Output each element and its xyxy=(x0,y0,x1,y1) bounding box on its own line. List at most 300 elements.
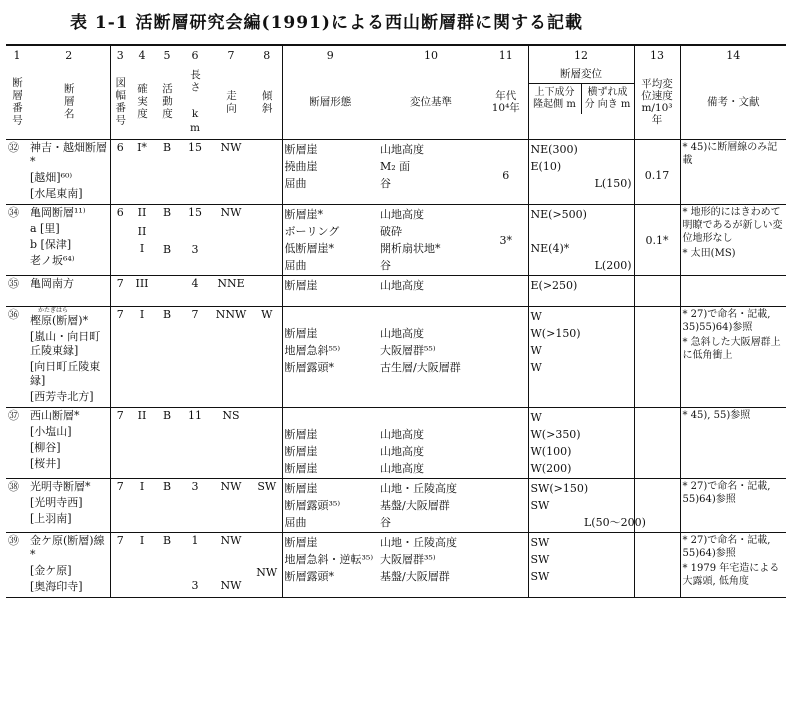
fault-sub-b-certainty: I xyxy=(139,242,145,255)
cell-line: L(50〜200) xyxy=(584,516,646,529)
fault-activity xyxy=(154,533,180,598)
fault-activity-value: B xyxy=(162,141,172,154)
fault-remark: * 27)で命名・記載, 55)64)参照 xyxy=(682,481,771,505)
fault-strike xyxy=(210,408,252,479)
fault-certainty-value: I* xyxy=(137,141,147,154)
fault-vertical xyxy=(528,408,582,479)
fault-row3-strike: NW xyxy=(220,579,242,592)
fault-remarks xyxy=(680,479,786,533)
cell-line xyxy=(584,443,632,460)
fault-sheet-value: 6 xyxy=(116,141,124,154)
fault-strike xyxy=(210,205,252,276)
column-number: 5 xyxy=(154,45,180,65)
fault-dip xyxy=(252,479,282,533)
fault-activity-value: B xyxy=(162,409,172,422)
cell-line xyxy=(285,308,377,325)
cell-line: 山地高度 xyxy=(380,327,424,340)
cell-line xyxy=(380,409,482,426)
cell-line xyxy=(584,141,632,158)
fault-bases xyxy=(378,205,484,276)
fault-row3-dip: NW xyxy=(256,566,278,579)
cell-line: 低断層崖* xyxy=(284,242,334,255)
cell-line xyxy=(584,277,632,294)
fault-remark: * 1979 年宅造による大露頭, 低角度 xyxy=(682,563,780,587)
header-c1: 断層番号 xyxy=(6,65,28,140)
fault-forms xyxy=(282,479,378,533)
column-number: 3 xyxy=(110,45,130,65)
cell-line: E(10) xyxy=(530,160,562,173)
fault-number: ㊲ xyxy=(6,408,28,479)
fault-length-value: 4 xyxy=(191,277,199,290)
cell-line: 山地高度 xyxy=(380,445,424,458)
fault-lateral xyxy=(582,408,634,479)
cell-line: 断層崖 xyxy=(284,428,318,441)
fault-sheet-value: 7 xyxy=(116,308,124,321)
fault-table xyxy=(6,44,786,598)
fault-sheet xyxy=(110,408,130,479)
fault-length-value: 3 xyxy=(191,480,199,493)
fault-length-value: 7 xyxy=(191,308,199,321)
cell-lines xyxy=(380,277,482,294)
cell-line: W(200) xyxy=(530,462,572,475)
fault-forms xyxy=(282,533,378,598)
fault-row3-length: 3 xyxy=(191,579,199,592)
fault-name-line: b [保津] xyxy=(30,238,72,251)
fault-forms xyxy=(282,140,378,205)
fault-vertical xyxy=(528,479,589,533)
cell-line xyxy=(584,342,632,359)
cell-line: 断層崖 xyxy=(284,536,318,549)
column-number-row xyxy=(6,45,786,65)
header-c2: 断層名 xyxy=(28,65,110,140)
cell-line: 谷 xyxy=(380,516,391,529)
fault-name-line: 光明寺断層* xyxy=(30,480,91,493)
fault-length-value: 15 xyxy=(188,206,202,219)
fault-certainty xyxy=(130,140,154,205)
fault-sheet xyxy=(110,533,130,598)
fault-sub-a-certainty: II xyxy=(137,225,147,238)
fault-dip xyxy=(252,205,282,276)
fault-number: ㊳ xyxy=(6,479,28,533)
fault-vertical xyxy=(528,307,582,408)
fault-age xyxy=(484,479,528,533)
fault-row xyxy=(6,533,786,598)
fault-remarks xyxy=(680,205,786,276)
cell-lines xyxy=(531,409,581,477)
fault-sheet-value: 7 xyxy=(116,409,124,422)
header-c8: 傾斜 xyxy=(252,65,282,140)
fault-remark: * 太田(MS) xyxy=(682,248,736,259)
fault-length xyxy=(180,533,210,598)
fault-remarks xyxy=(680,276,786,307)
cell-lines xyxy=(530,480,589,531)
column-number: 7 xyxy=(210,45,252,65)
fault-certainty-value: III xyxy=(135,277,149,290)
fault-name-line: 西山断層* xyxy=(30,409,80,422)
fault-activity-value: B xyxy=(162,308,172,321)
fault-rate xyxy=(634,307,680,408)
cell-line: ボーリング xyxy=(284,225,340,238)
fault-bases xyxy=(378,408,484,479)
fault-name-ruby: かたぎはら xyxy=(38,307,69,314)
fault-name-line: [越畑]⁶⁰⁾ xyxy=(30,171,73,184)
fault-name-line: [柳谷] xyxy=(30,441,61,454)
fault-strike xyxy=(210,140,252,205)
fault-dip xyxy=(252,533,282,598)
header-c3: 図幅番号 xyxy=(110,65,130,140)
fault-sheet xyxy=(110,307,130,408)
fault-rate xyxy=(634,205,680,276)
fault-certainty xyxy=(130,533,154,598)
fault-lateral xyxy=(582,276,634,307)
cell-lines xyxy=(584,480,646,531)
fault-certainty-value: II xyxy=(137,206,147,219)
fault-name-line: 金ケ原(断層)線* xyxy=(30,534,105,561)
fault-name-line: 亀岡南方 xyxy=(30,277,74,290)
fault-length xyxy=(180,140,210,205)
fault-certainty-value: II xyxy=(137,409,147,422)
cell-line: W(100) xyxy=(530,445,572,458)
cell-line xyxy=(584,534,632,551)
fault-rate xyxy=(634,140,680,205)
fault-name xyxy=(28,205,110,276)
cell-line: 山地高度 xyxy=(380,143,424,156)
cell-line: 大阪層群⁵⁵⁾ xyxy=(380,344,436,357)
fault-strike xyxy=(210,533,252,598)
cell-lines xyxy=(380,480,482,531)
header-c11: 年代 10⁴年 xyxy=(484,65,528,140)
fault-remarks xyxy=(680,533,786,598)
cell-lines xyxy=(380,308,482,376)
fault-remarks xyxy=(680,140,786,205)
fault-strike xyxy=(210,307,252,408)
cell-line: 山地高度 xyxy=(380,279,424,292)
cell-line: 山地・丘陵高度 xyxy=(380,536,457,549)
cell-lines xyxy=(380,206,482,274)
fault-name xyxy=(28,408,110,479)
fault-bases xyxy=(378,276,484,307)
fault-name-line: a [里] xyxy=(30,222,60,235)
fault-strike-value: NW xyxy=(220,206,242,219)
fault-length xyxy=(180,479,210,533)
fault-name-line: [向日町丘陵東縁] xyxy=(30,360,101,387)
fault-sheet xyxy=(110,276,130,307)
fault-strike-value: NNE xyxy=(217,277,245,290)
fault-name-line: [奥海印寺] xyxy=(30,580,83,593)
fault-certainty-value: I xyxy=(139,534,145,547)
fault-name-line: [上羽南] xyxy=(30,512,72,525)
cell-line xyxy=(584,240,632,257)
fault-lateral xyxy=(582,533,634,598)
cell-line xyxy=(584,568,632,585)
cell-line: 屈曲 xyxy=(284,177,307,190)
fault-dip xyxy=(252,408,282,479)
cell-line: 断層露頭³⁵⁾ xyxy=(284,499,341,512)
cell-lines xyxy=(584,308,632,376)
cell-line: 開析扇状地* xyxy=(380,242,441,255)
fault-row xyxy=(6,205,786,276)
cell-line: W xyxy=(530,310,542,323)
fault-sheet xyxy=(110,479,130,533)
fault-number: ㊱ xyxy=(6,307,28,408)
fault-lateral xyxy=(582,307,634,408)
cell-lines xyxy=(285,141,377,192)
cell-line: 断層崖 xyxy=(284,462,318,475)
fault-name xyxy=(28,140,110,205)
cell-line: 地層急斜⁵⁵⁾ xyxy=(284,344,341,357)
cell-lines xyxy=(584,206,632,274)
column-number: 4 xyxy=(130,45,154,65)
cell-lines xyxy=(380,534,482,585)
cell-line xyxy=(584,480,632,497)
cell-line: 山地高度 xyxy=(380,208,424,221)
fault-lateral xyxy=(582,140,634,205)
cell-line xyxy=(285,409,377,426)
cell-line xyxy=(584,359,632,376)
fault-sub-b-activity: B xyxy=(162,243,172,256)
cell-lines xyxy=(584,141,632,192)
cell-line: 基盤/大阪層群 xyxy=(380,570,450,583)
cell-lines xyxy=(530,206,587,274)
header-c12a: 上下成分 隆起側 m xyxy=(529,84,582,114)
fault-row xyxy=(6,276,786,307)
column-number: 11 xyxy=(484,45,528,65)
cell-line xyxy=(531,223,581,240)
cell-lines xyxy=(285,480,377,531)
fault-length-value: 15 xyxy=(188,141,202,154)
fault-rate-value: 0.1* xyxy=(645,234,669,247)
fault-dip-value: SW xyxy=(257,480,277,493)
cell-line: 断層崖 xyxy=(284,143,318,156)
header-c12-group xyxy=(528,65,634,140)
column-number: 13 xyxy=(634,45,680,65)
cell-line: W(>150) xyxy=(530,327,581,340)
cell-lines xyxy=(285,308,377,376)
fault-age xyxy=(484,533,528,598)
header-c5: 活動度 xyxy=(154,65,180,140)
fault-certainty xyxy=(130,408,154,479)
fault-name xyxy=(28,533,110,598)
fault-activity xyxy=(154,140,180,205)
fault-activity-value: B xyxy=(162,480,172,493)
cell-line xyxy=(584,206,632,223)
fault-strike-value: NW xyxy=(220,141,242,154)
fault-vertical xyxy=(528,276,582,307)
column-number: 8 xyxy=(252,45,282,65)
cell-line: 谷 xyxy=(380,259,391,272)
cell-line: 山地高度 xyxy=(380,462,424,475)
fault-remarks xyxy=(680,408,786,479)
cell-line: M₂ 面 xyxy=(380,160,411,173)
cell-line: 断層崖 xyxy=(284,279,318,292)
fault-row xyxy=(6,408,786,479)
fault-age xyxy=(484,307,528,408)
cell-line: W xyxy=(530,344,542,357)
header-c4: 確実度 xyxy=(130,65,154,140)
fault-forms xyxy=(282,408,378,479)
header-c12-label: 断層変位 xyxy=(529,65,634,84)
cell-lines xyxy=(584,277,632,294)
fault-row xyxy=(6,479,786,533)
fault-vertical xyxy=(528,533,582,598)
column-number: 1 xyxy=(6,45,28,65)
cell-lines xyxy=(584,534,632,585)
fault-remark: * 地形的にはきわめて明瞭であるが新しい変位地形なし xyxy=(682,207,783,244)
cell-line: W(>350) xyxy=(530,428,581,441)
fault-rate xyxy=(634,408,680,479)
fault-rate xyxy=(634,276,680,307)
cell-lines xyxy=(531,277,581,294)
fault-strike xyxy=(210,276,252,307)
fault-age-value: 3* xyxy=(499,234,512,247)
fault-name xyxy=(28,307,110,408)
header-c12-sub xyxy=(529,84,634,114)
fault-activity xyxy=(154,205,180,276)
cell-line: SW xyxy=(530,499,550,512)
cell-lines xyxy=(285,277,377,294)
cell-lines xyxy=(531,534,581,585)
fault-strike-value: NS xyxy=(222,409,240,422)
fault-number: ㉞ xyxy=(6,205,28,276)
cell-line: SW(>150) xyxy=(530,482,589,495)
cell-line: 地層急斜・逆転³⁵⁾ xyxy=(284,553,374,566)
fault-name-line: [桜井] xyxy=(30,457,61,470)
fault-strike-value: NW xyxy=(220,534,242,547)
column-number: 10 xyxy=(378,45,484,65)
fault-sheet-value: 6 xyxy=(116,206,124,219)
fault-forms xyxy=(282,307,378,408)
data-table xyxy=(6,44,786,598)
fault-name-line: 亀岡断層¹¹⁾ xyxy=(30,206,86,219)
fault-length-value: 11 xyxy=(188,409,202,422)
cell-lines xyxy=(285,409,377,477)
fault-number: ㉟ xyxy=(6,276,28,307)
fault-forms xyxy=(282,276,378,307)
fault-age xyxy=(484,276,528,307)
fault-activity xyxy=(154,307,180,408)
fault-sheet-value: 7 xyxy=(116,277,124,290)
fault-name-line: [小塩山] xyxy=(30,425,72,438)
fault-dip xyxy=(252,276,282,307)
fault-bases xyxy=(378,479,484,533)
header-c7: 走向 xyxy=(210,65,252,140)
fault-length xyxy=(180,205,210,276)
fault-remark: * 45), 55)参照 xyxy=(682,410,751,421)
fault-row xyxy=(6,307,786,408)
fault-length-value: 1 xyxy=(191,534,199,547)
cell-line: 屈曲 xyxy=(284,516,307,529)
cell-line: SW xyxy=(530,570,550,583)
fault-remark: * 45)に断層線のみ記載 xyxy=(682,142,778,166)
cell-lines xyxy=(380,141,482,192)
cell-line: L(150) xyxy=(594,177,632,190)
fault-name-line: [西芳寺北方] xyxy=(30,390,94,403)
header-c13: 平均変位速度 m/10³年 xyxy=(634,65,680,140)
column-number: 2 xyxy=(28,45,110,65)
cell-lines xyxy=(380,409,482,477)
fault-name-line: [水尾東南] xyxy=(30,187,83,200)
fault-dip xyxy=(252,307,282,408)
fault-certainty xyxy=(130,479,154,533)
fault-certainty-value: I xyxy=(139,308,145,321)
cell-line: 谷 xyxy=(380,177,391,190)
cell-line xyxy=(531,257,581,274)
fault-sheet xyxy=(110,140,130,205)
fault-rate-value: 0.17 xyxy=(644,169,670,182)
fault-name-line: [光明寺西] xyxy=(30,496,83,509)
fault-strike-value: NW xyxy=(220,480,242,493)
fault-sheet-value: 7 xyxy=(116,534,124,547)
fault-number: ㊴ xyxy=(6,533,28,598)
cell-line: 大阪層群³⁵⁾ xyxy=(380,553,436,566)
cell-line: E(>250) xyxy=(530,279,578,292)
fault-vertical xyxy=(528,140,582,205)
fault-remark: * 27)で命名・記載, 55)64)参照 xyxy=(682,535,771,559)
fault-lateral xyxy=(582,205,634,276)
fault-activity-value: B xyxy=(162,534,172,547)
cell-line: 撓曲崖 xyxy=(284,160,318,173)
fault-activity-value: B xyxy=(162,206,172,219)
fault-age xyxy=(484,408,528,479)
fault-certainty xyxy=(130,276,154,307)
cell-line: W xyxy=(530,361,542,374)
table-title: 表 1-1 活断層研究会編(1991)による西山断層群に関する記載 xyxy=(70,13,583,33)
fault-certainty xyxy=(130,307,154,408)
cell-line: 古生層/大阪層群 xyxy=(380,361,461,374)
cell-line: 屈曲 xyxy=(284,259,307,272)
fault-name-line: 神吉・越畑断層* xyxy=(30,141,107,168)
fault-activity xyxy=(154,408,180,479)
fault-strike-value: NNW xyxy=(215,308,247,321)
cell-line: L(200) xyxy=(594,259,632,272)
fault-sheet xyxy=(110,205,130,276)
fault-bases xyxy=(378,140,484,205)
fault-length xyxy=(180,307,210,408)
fault-name-line: [嵐山・向日町丘陵東縁] xyxy=(30,330,101,357)
fault-certainty-value: I xyxy=(139,480,145,493)
fault-rate xyxy=(634,533,680,598)
column-number: 6 xyxy=(180,45,210,65)
fault-bases xyxy=(378,307,484,408)
fault-number: ㉜ xyxy=(6,140,28,205)
cell-line: NE(4)* xyxy=(530,242,570,255)
fault-name xyxy=(28,276,110,307)
cell-line: 断層崖 xyxy=(284,482,318,495)
cell-line xyxy=(584,426,632,443)
fault-forms xyxy=(282,205,378,276)
header-c14: 備考・文献 xyxy=(680,65,786,140)
fault-dip-value: W xyxy=(261,308,273,321)
cell-line: 断層崖 xyxy=(284,327,318,340)
fault-activity xyxy=(154,479,180,533)
fault-name xyxy=(28,479,110,533)
fault-length xyxy=(180,276,210,307)
column-number: 9 xyxy=(282,45,378,65)
cell-line xyxy=(584,460,632,477)
cell-lines xyxy=(285,206,377,274)
header-c10: 変位基準 xyxy=(378,65,484,140)
fault-name-line: 樫原(断層)* xyxy=(30,314,89,327)
cell-line: 断層崖* xyxy=(284,208,323,221)
column-number: 12 xyxy=(528,45,634,65)
cell-line: SW xyxy=(530,553,550,566)
cell-line: SW xyxy=(530,536,550,549)
cell-line xyxy=(584,223,632,240)
fault-dip xyxy=(252,140,282,205)
fault-certainty xyxy=(130,205,154,276)
fault-name-line: 老ノ坂⁶⁴⁾ xyxy=(30,254,75,267)
fault-age-value: 6 xyxy=(502,169,510,182)
